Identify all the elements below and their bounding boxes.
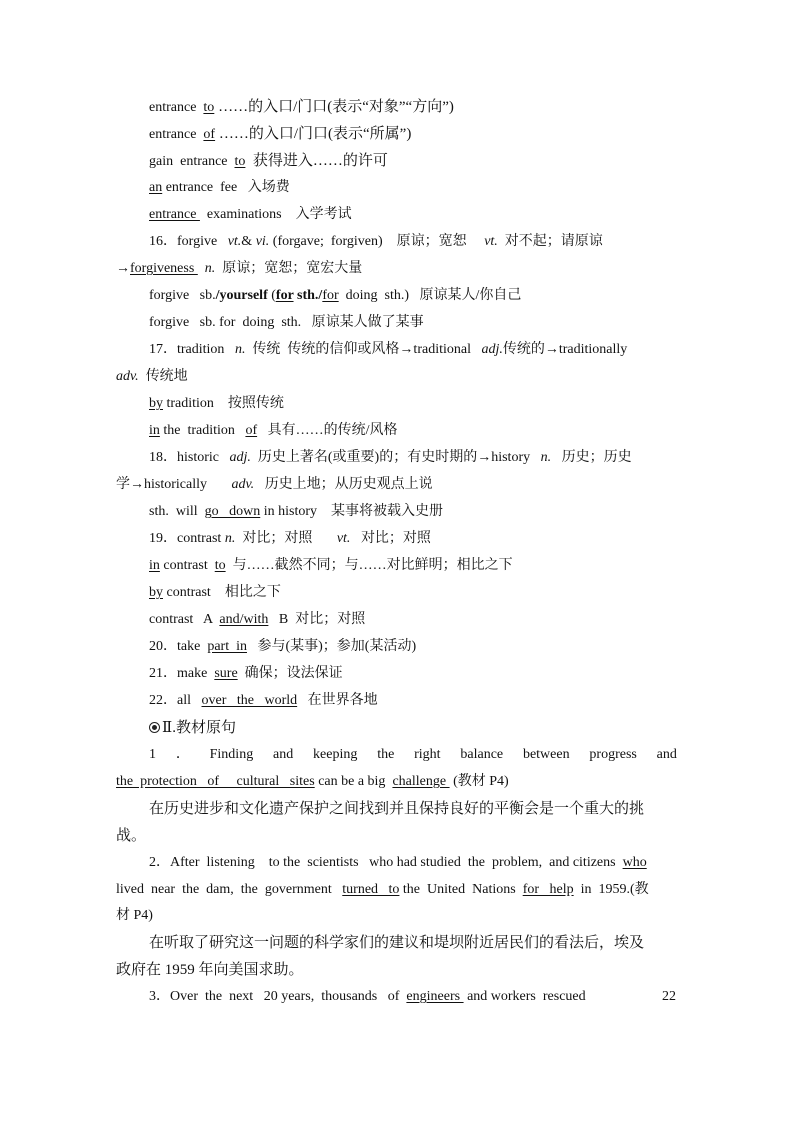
vocab-line-entrance-exams: entrance examinations 入学考试 (149, 207, 352, 222)
circle-bullet-icon (149, 722, 160, 733)
vocab-line-in-contrast-to: in contrast to 与……截然不同；与……对比鲜明；相比之下 (149, 558, 513, 573)
vocab-line-by-tradition: by tradition 按照传统 (149, 396, 284, 411)
vocab-line-go-down-in-history: sth. will go down in history 某事将被载入史册 (149, 504, 444, 519)
sentence-1-line-2: the protection of cultural sites can be a big challenge (教材 P4) (116, 774, 509, 789)
vocab-line-entrance-of: entrance of ……的入口/门口(表示“所属”) (149, 126, 412, 142)
sentence-2-line-1: 2．After listening to the scientists who had studied the problem, and citizens who (149, 855, 647, 870)
vocab-line-entrance-to: entrance to ……的入口/门口(表示“对象”“方向”) (149, 99, 454, 115)
sentence-2-line-2: lived near the dam, the government turned to the United Nations for help in 1959.(教 (116, 882, 649, 897)
vocab-line-traditionally: adv. 传统地 (116, 369, 188, 384)
vocab-line-contrast-a-with-b: contrast A and/with B 对比；对照 (149, 612, 366, 627)
vocab-line-forgive-sb-yourself: forgive sb./yourself (for sth./for doing sth.) 原谅某人/你自己 (149, 288, 522, 303)
vocab-entry-16-forgive: 16．forgive vt.& vi. (forgave; forgiven) 原谅；宽恕 vt. 对不起；请原谅 (149, 234, 603, 249)
sentence-2-translation-line-2: 政府在 1959 年向美国求助。 (116, 962, 304, 978)
vocab-entry-21-make-sure: 21．make sure 确保；设法保证 (149, 666, 343, 681)
vocab-line-by-contrast: by contrast 相比之下 (149, 585, 281, 600)
vocab-entry-22-all-over-the-world: 22．all over the world 在世界各地 (149, 693, 378, 708)
vocab-entry-17-tradition: 17．tradition n. 传统 传统的信仰或风格→traditional adj.传统的→traditionally (149, 342, 628, 357)
vocab-entry-18-historic: 18．historic adj. 历史上著名(或重要)的；有史时期的→history n. 历史；历史 (149, 450, 632, 465)
page-number: 22 (662, 989, 676, 1004)
vocab-line-gain-entrance: gain entrance to 获得进入……的许可 (149, 153, 388, 169)
sentence-2-line-3: 材 P4) (116, 908, 153, 923)
vocab-line-forgiveness: →forgiveness n. 原谅；宽恕；宽宏大量 (116, 261, 363, 276)
vocab-line-entrance-fee: an entrance fee 入场费 (149, 180, 290, 195)
vocab-entry-20-take-part-in: 20．take part in 参与(某事)；参加(某活动) (149, 639, 417, 654)
vocab-line-forgive-sb-for: forgive sb. for doing sth. 原谅某人做了某事 (149, 315, 424, 330)
vocab-entry-19-contrast: 19．contrast n. 对比；对照 vt. 对比；对照 (149, 531, 431, 546)
sentence-1-translation-line-2: 战。 (116, 828, 147, 844)
sentence-2-translation-line-1: 在听取了研究这一问题的科学家们的建议和堤坝附近居民们的看法后，埃及 (149, 935, 645, 951)
section-title: Ⅱ.教材原句 (149, 718, 236, 738)
vocab-line-historically: 学→historically adv. 历史上地；从历史观点上说 (116, 477, 433, 492)
sentence-3-line-1: 3．Over the next 20 years, thousands of engineers and workers rescued (149, 989, 586, 1004)
sentence-1-translation-line-1: 在历史进步和文化遗产保护之间找到并且保持良好的平衡会是一个重大的挑 (149, 801, 645, 817)
sentence-1-line-1: 1 ． Finding and keeping the right balance between progress and (149, 747, 677, 762)
vocab-line-in-the-tradition: in the tradition of 具有……的传统/风格 (149, 423, 398, 438)
